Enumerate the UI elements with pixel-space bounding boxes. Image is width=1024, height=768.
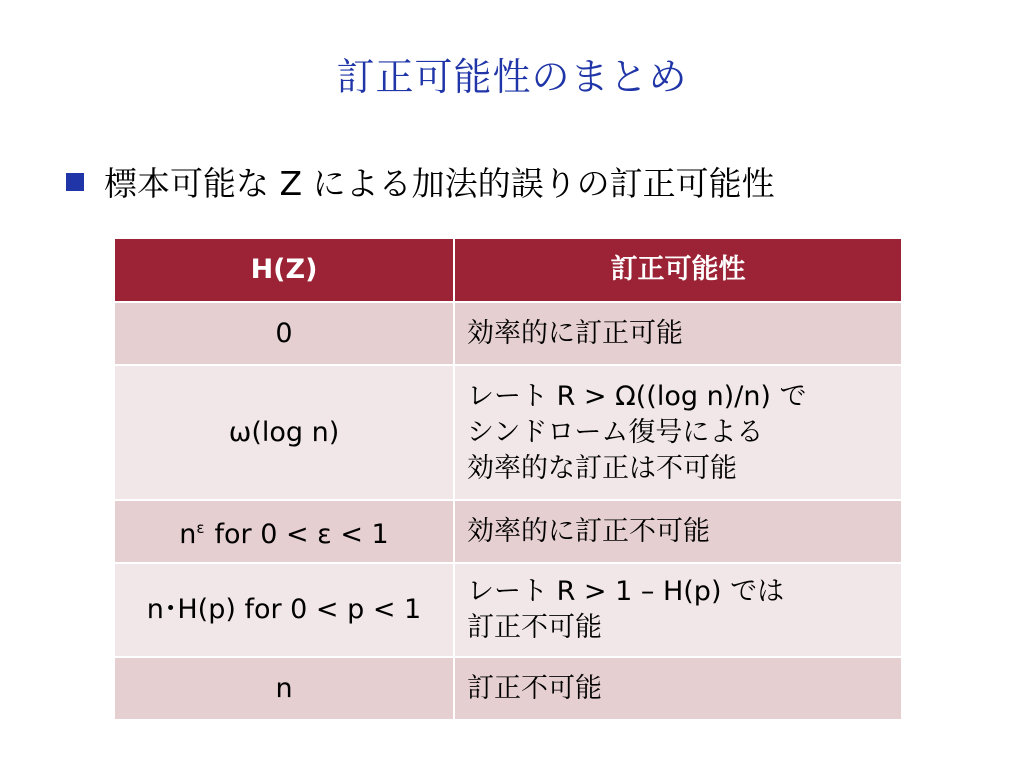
cell-correctability — [454, 365, 902, 500]
cell-hz: 0 — [114, 302, 454, 365]
cell-correctability — [454, 302, 902, 365]
square-bullet-icon — [66, 173, 84, 191]
cell-line: レート R > Ω((log n)/n) で — [467, 380, 807, 412]
hz-rest: for 0 < ε < 1 — [214, 519, 389, 550]
cell-line: 効率的に訂正不可能 — [467, 515, 710, 547]
table-row — [114, 657, 902, 720]
table-row — [114, 365, 902, 500]
cell-hz — [114, 500, 454, 563]
cell-line: シンドローム復号による — [467, 416, 764, 448]
hz-base: n — [179, 519, 197, 550]
cell-hz: ω(log n) — [114, 365, 454, 500]
cell-line: レート R > 1 – H(p) では — [467, 576, 785, 607]
cell-line: 訂正不可能 — [467, 672, 602, 704]
summary-table-container — [113, 237, 901, 721]
cell-line: 訂正不可能 — [467, 612, 602, 643]
header-correctability: 訂正可能性 — [454, 238, 902, 302]
cell-hz: n･H(p) for 0 < p < 1 — [114, 563, 454, 657]
table-row — [114, 563, 902, 657]
bullet-item — [66, 158, 775, 205]
cell-line: 効率的な訂正は不可能 — [467, 452, 737, 484]
header-hz: H(Z) — [114, 238, 454, 302]
cell-correctability — [454, 563, 902, 657]
slide-title: 訂正可能性のまとめ — [336, 55, 688, 99]
cell-hz: n — [114, 657, 454, 720]
table-row — [114, 302, 902, 365]
cell-correctability — [454, 500, 902, 563]
hz-superscript: ε — [196, 519, 205, 537]
table-row — [114, 500, 902, 563]
table-header-row — [114, 238, 902, 302]
cell-line: 効率的に訂正可能 — [467, 317, 683, 349]
correctability-table — [113, 237, 903, 721]
cell-correctability — [454, 657, 902, 720]
bullet-text: 標本可能な Z による加法的誤りの訂正可能性 — [104, 164, 775, 203]
